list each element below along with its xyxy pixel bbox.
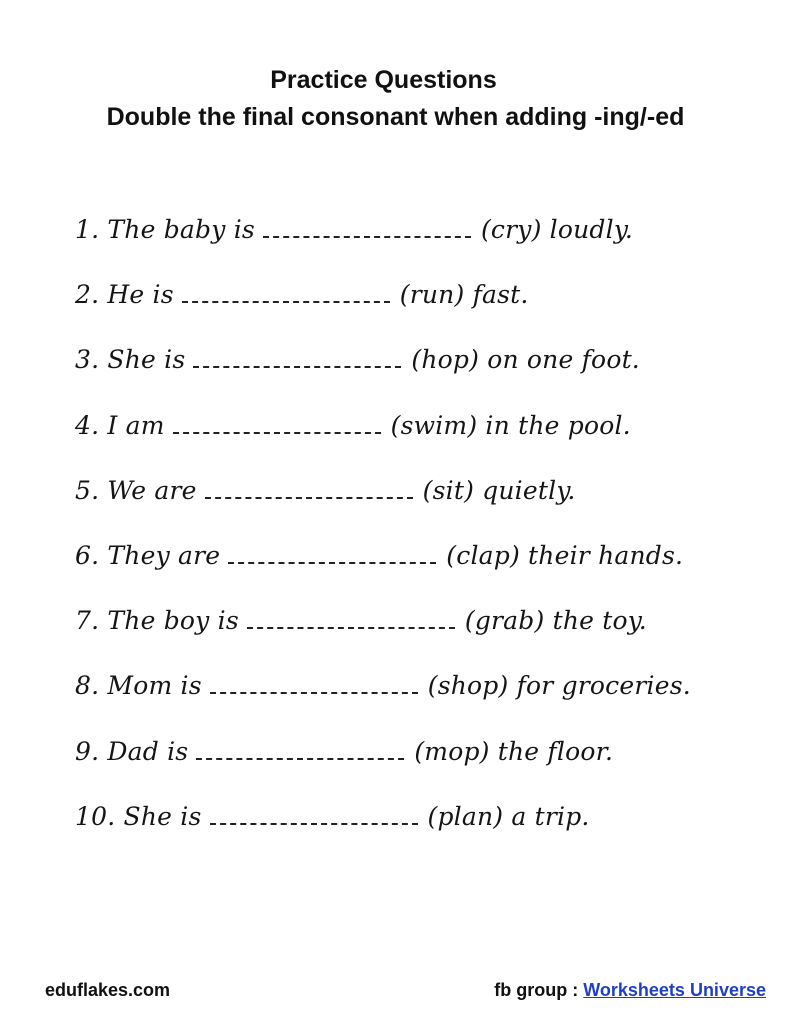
page-title: Practice Questions xyxy=(270,66,497,94)
answer-blank[interactable] xyxy=(173,418,381,434)
answer-blank[interactable] xyxy=(205,483,413,499)
question-suffix: (cry) loudly. xyxy=(480,215,633,244)
page-footer xyxy=(0,980,791,1006)
question-9 xyxy=(75,725,755,790)
question-10 xyxy=(75,790,755,855)
question-suffix: (hop) on one foot. xyxy=(411,345,640,375)
answer-blank[interactable] xyxy=(263,222,471,238)
question-prefix: 3. She is xyxy=(75,345,186,375)
answer-blank[interactable] xyxy=(228,548,436,564)
question-suffix: (run) fast. xyxy=(399,280,529,310)
question-8 xyxy=(75,659,755,724)
question-2 xyxy=(75,268,755,333)
question-suffix: (clap) their hands. xyxy=(446,540,684,570)
question-list xyxy=(75,203,755,855)
question-prefix: 8. Mom is xyxy=(75,671,202,701)
fb-group-label: fb group : xyxy=(494,980,584,1000)
page-subtitle: Double the final consonant when adding -ing/-ed xyxy=(106,103,685,131)
question-4 xyxy=(75,399,755,464)
answer-blank[interactable] xyxy=(210,809,418,825)
question-1 xyxy=(75,203,755,268)
site-name: eduflakes.com xyxy=(45,980,171,1000)
question-5 xyxy=(75,464,755,529)
worksheet-header xyxy=(0,62,791,136)
question-prefix: 4. I am xyxy=(75,410,165,440)
answer-blank[interactable] xyxy=(247,613,455,629)
question-3 xyxy=(75,333,755,398)
question-prefix: 7. The boy is xyxy=(75,606,239,636)
answer-blank[interactable] xyxy=(210,678,418,694)
question-suffix: (mop) the floor. xyxy=(414,736,614,766)
question-prefix: 9. Dad is xyxy=(75,736,189,766)
question-suffix: (grab) the toy. xyxy=(464,606,647,636)
question-suffix: (swim) in the pool. xyxy=(390,410,631,440)
question-prefix: 2. He is xyxy=(75,280,174,310)
answer-blank[interactable] xyxy=(182,287,390,303)
answer-blank[interactable] xyxy=(196,744,404,760)
question-prefix: 1. The baby is xyxy=(75,215,255,244)
question-suffix: (plan) a trip. xyxy=(427,801,590,831)
question-suffix: (shop) for groceries. xyxy=(427,671,691,701)
answer-blank[interactable] xyxy=(193,352,401,368)
question-7 xyxy=(75,594,755,659)
question-6 xyxy=(75,529,755,594)
fb-group xyxy=(494,980,766,1001)
question-suffix: (sit) quietly. xyxy=(422,475,576,505)
question-prefix: 10. She is xyxy=(75,801,202,831)
question-prefix: 5. We are xyxy=(75,475,197,505)
fb-group-link[interactable]: Worksheets Universe xyxy=(583,980,766,1000)
question-prefix: 6. They are xyxy=(75,540,221,570)
